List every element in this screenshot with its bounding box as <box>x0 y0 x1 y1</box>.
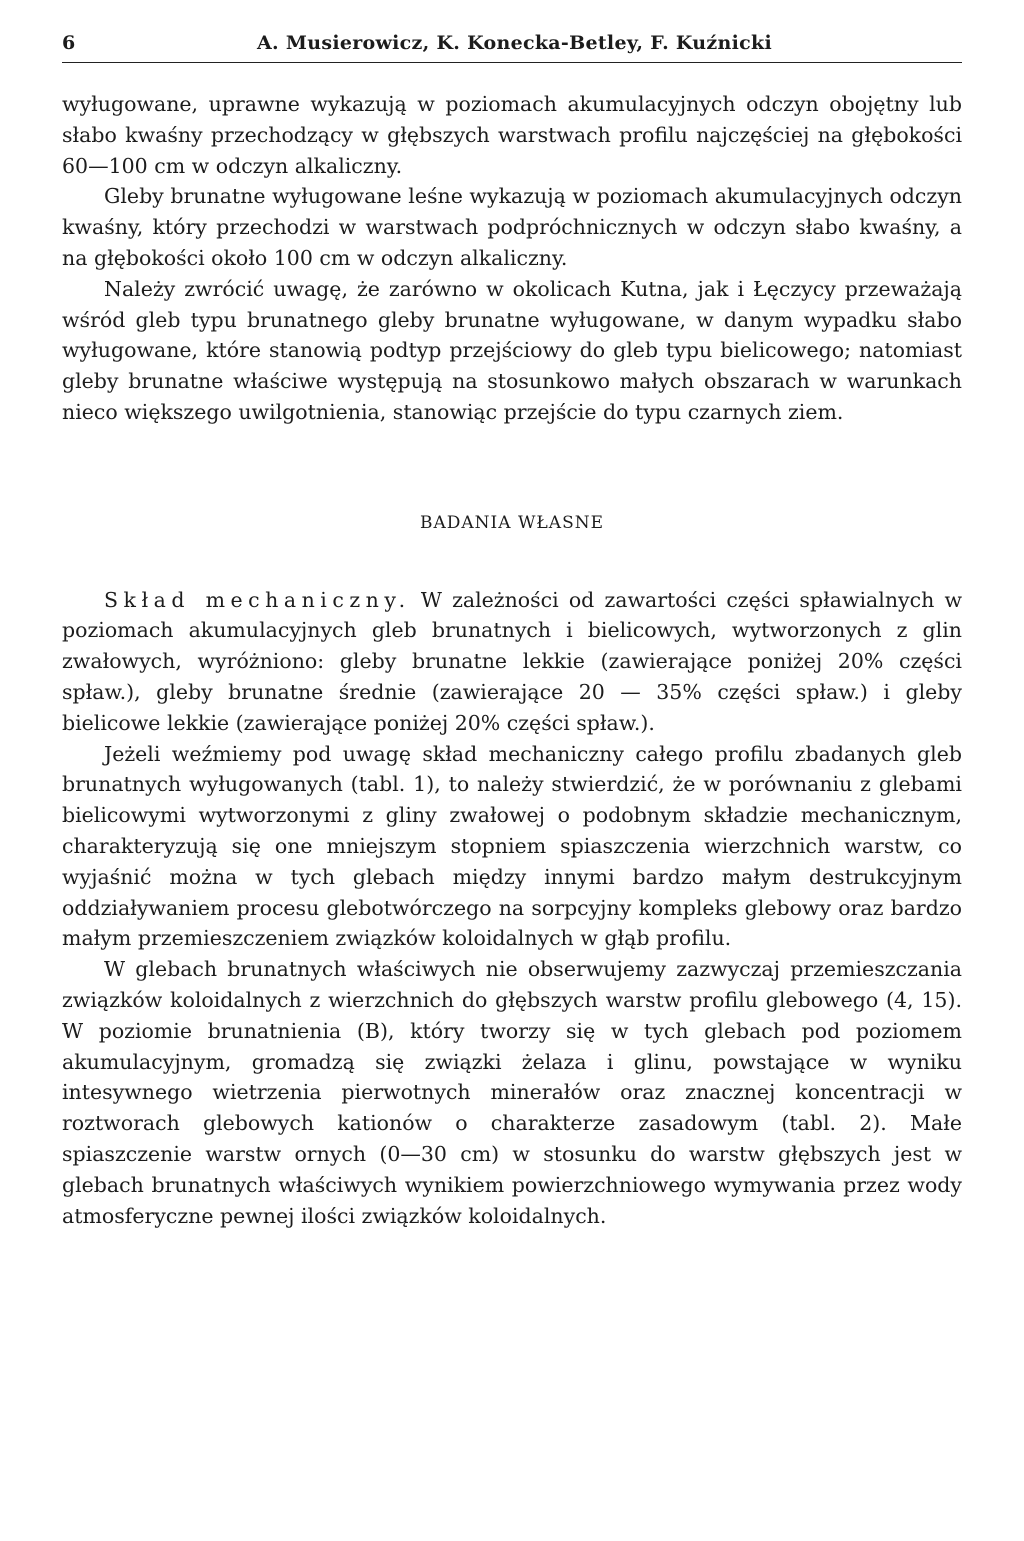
run-in-title: Skład mechaniczny. <box>104 587 411 612</box>
running-head <box>62 28 962 63</box>
running-head-authors: A. Musierowicz, K. Konecka-Betley, F. Kuźnicki <box>257 32 772 54</box>
paragraph: Jeżeli weźmiemy pod uwagę skład mechaniczny całego profilu zbadanych gleb brunatnych wyługowanych (tabl. 1), to należy stwierdzić, że w porównaniu z glebami bielicowymi wytworzonymi z gliny zwałowej o podobnym składzie mechanicznym, charakteryzują się one mniejszym stopniem spiaszczenia wierzchnich warstw, co wyjaśnić można w tych glebach między innymi bardzo małym destrukcyjnym oddziaływaniem procesu glebotwórczego na sorpcyjny kompleks glebowy oraz bardzo małym przemieszczeniem związków koloidalnych w głąb profilu. <box>62 741 962 951</box>
paragraph-text: W zależności od zawartości części spławialnych w poziomach akumulacyjnych gleb brunatnych i bielicowych, wytworzonych z glin zwałowych, wyróżniono: gleby brunatne lekkie (zawierające poniżej 20% części spław.), gleby brunatne średnie (zawierające 20 — 35% części spław.) i gleby bielicowe lekkie (zawierające poniżej 20% części spław.). <box>62 587 962 735</box>
document-page <box>62 28 962 1231</box>
section-heading: BADANIA WŁASNE <box>420 512 604 533</box>
paragraph: Gleby brunatne wyługowane leśne wykazują w poziomach akumulacyjnych odczyn kwaśny, który przechodzi w warstwach podpróchnicznych w odczyn słabo kwaśny, a na głębokości około 100 cm w odczyn alkaliczny. <box>62 184 962 270</box>
paragraph-with-run-in-title <box>62 585 962 739</box>
paragraph: W glebach brunatnych właściwych nie obserwujemy zazwyczaj przemieszczania związków koloidalnych z wierzchnich do głębszych warstw profilu glebowego (4, 15). W poziomie brunatnienia (B), który tworzy się w tych glebach pod poziomem akumulacyjnym, gromadzą się związki żelaza i glinu, powstające w wyniku intesywnego wietrzenia pierwotnych minerałów oraz znacznej koncentracji w roztworach glebowych kationów o charakterze zasadowym (tabl. 2). Małe spiaszczenie warstw ornych (0—30 cm) w stosunku do warstw głębszych jest w glebach brunatnych właściwych wynikiem powierzchniowego wymywania przez wody atmosferyczne pewnej ilości związków koloidalnych. <box>62 957 962 1228</box>
page-number: 6 <box>62 32 76 54</box>
body-text <box>62 89 962 1231</box>
paragraph: Należy zwrócić uwagę, że zarówno w okolicach Kutna, jak i Łęczycy przeważają wśród gleb typu brunatnego gleby brunatne wyługowane, w danym wypadku słabo wyługowane, które stanowią podtyp przejściowy do gleb typu bielicowego; natomiast gleby brunatne właściwe występują na stosunkowo małych obszarach w warunkach nieco większego uwilgotnienia, stanowiąc przejście do typu czarnych ziem. <box>62 276 962 424</box>
paragraph-continued: wyługowane, uprawne wykazują w poziomach akumulacyjnych odczyn obojętny lub słabo kwaśny przechodzący w głębszych warstwach profilu najczęściej na głębokości 60—100 cm w odczyn alkaliczny. <box>62 92 962 178</box>
